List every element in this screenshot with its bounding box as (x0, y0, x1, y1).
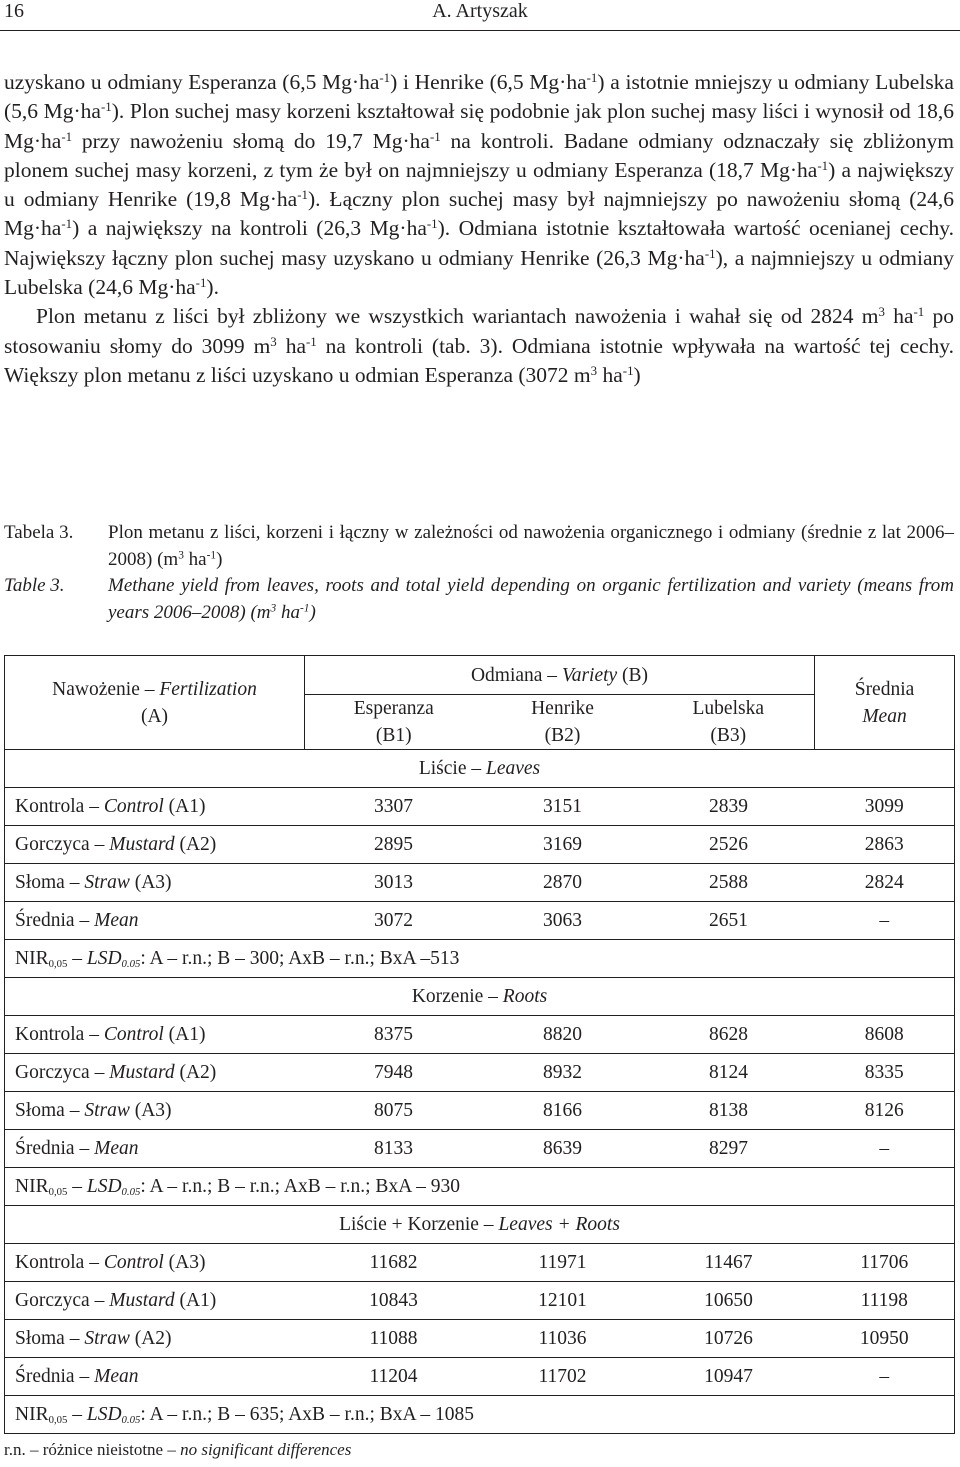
table-cell: 8639 (483, 1130, 643, 1168)
header-lubelska: Lubelska (B3) (643, 695, 815, 750)
row-label: Średnia – Mean (5, 1130, 305, 1168)
table-cell: 8124 (643, 1054, 815, 1092)
table-cell: 8335 (815, 1054, 955, 1092)
table-row (5, 1358, 955, 1396)
table-cell: 11467 (643, 1244, 815, 1282)
row-label: Kontrola – Control (A3) (5, 1244, 305, 1282)
methane-yield-table (4, 655, 955, 1434)
table-cell: 8133 (305, 1130, 483, 1168)
table-cell: 2863 (815, 826, 955, 864)
caption-polish (4, 520, 954, 573)
table-row (5, 902, 955, 940)
row-label: Słoma – Straw (A3) (5, 864, 305, 902)
table-cell: 2824 (815, 864, 955, 902)
table-row (5, 1320, 955, 1358)
table-row (5, 826, 955, 864)
table-cell: 3307 (305, 788, 483, 826)
lsd-row (5, 940, 955, 978)
header-variety: Odmiana – Variety (B) (305, 656, 815, 695)
caption-label-pl: Tabela 3. (4, 522, 74, 543)
table-row (5, 1092, 955, 1130)
section-title: Liście + Korzenie – Leaves + Roots (5, 1206, 955, 1244)
table-cell: 2526 (643, 826, 815, 864)
table-cell: 7948 (305, 1054, 483, 1092)
lsd-row (5, 1168, 955, 1206)
header-esperanza: Esperanza (B1) (305, 695, 483, 750)
table-row (5, 1130, 955, 1168)
caption-english (4, 573, 954, 626)
lsd-row (5, 1396, 955, 1434)
row-label: Średnia – Mean (5, 902, 305, 940)
table-caption (4, 520, 954, 626)
caption-text-en: Methane yield from leaves, roots and total yield depending on organic fertilization and variety (means from years 2006–2008) ($m^3$ $ha^{-1}$) (108, 575, 954, 623)
table-cell: 2839 (643, 788, 815, 826)
table-cell: 8932 (483, 1054, 643, 1092)
table-cell: 2870 (483, 864, 643, 902)
header-fertilization: Nawożenie – Fertilization (A) (5, 656, 305, 750)
table-cell: 11971 (483, 1244, 643, 1282)
section-title: Liście – Leaves (5, 750, 955, 788)
table-cell: 3151 (483, 788, 643, 826)
table-cell: 10650 (643, 1282, 815, 1320)
table-cell: 3099 (815, 788, 955, 826)
table-cell: 11088 (305, 1320, 483, 1358)
table-cell: 8608 (815, 1016, 955, 1054)
row-label: Kontrola – Control (A1) (5, 788, 305, 826)
lsd-text: $NIR_{0,05} - LSD_{0.05}$: A – r.n.; B – 635; AxB – r.n.; BxA – 1085 (5, 1396, 955, 1434)
table-cell: – (815, 902, 955, 940)
table-cell: 8628 (643, 1016, 815, 1054)
table-cell: 8297 (643, 1130, 815, 1168)
row-label: Gorczyca – Mustard (A1) (5, 1282, 305, 1320)
table-cell: 8126 (815, 1092, 955, 1130)
row-label: Gorczyca – Mustard (A2) (5, 826, 305, 864)
section-title-row (5, 1206, 955, 1244)
table-row (5, 788, 955, 826)
table-cell: 10947 (643, 1358, 815, 1396)
table-cell: 10726 (643, 1320, 815, 1358)
table-cell: 3169 (483, 826, 643, 864)
table-cell: – (815, 1130, 955, 1168)
table-cell: 3072 (305, 902, 483, 940)
table-row (5, 1054, 955, 1092)
lsd-text: $NIR_{0,05} - LSD_{0.05}$: A – r.n.; B – 300; AxB – r.n.; BxA –513 (5, 940, 955, 978)
table-cell: 12101 (483, 1282, 643, 1320)
header-mean: Średnia Mean (815, 656, 955, 750)
table-cell: 11204 (305, 1358, 483, 1396)
table-cell: 11036 (483, 1320, 643, 1358)
row-label: Kontrola – Control (A1) (5, 1016, 305, 1054)
table-cell: 10843 (305, 1282, 483, 1320)
table-cell: 11702 (483, 1358, 643, 1396)
table-cell: 8820 (483, 1016, 643, 1054)
paragraph-2: Plon metanu z liści był zbliżony we wszystkich wariantach nawożenia i wahał się od 2824 $m^3$ $ha^{-1}$ po stosowaniu słomy do 3099 $m^3$ $ha^{-1}$ na kontroli (tab. 3). Odmiana istotnie wpływała na wartość tej cechy. Większy plon metanu z liści uzyskano u odmian Esperanza (3072 $m^3$ $ha^{-1}$) (4, 304, 955, 387)
section-title-row (5, 750, 955, 788)
table-cell: 8075 (305, 1092, 483, 1130)
caption-text-pl: Plon metanu z liści, korzeni i łączny w zależności od nawożenia organicznego i odmiany (średnie z lat 2006–2008) ($m^3$ $ha^{-1}$) (108, 522, 954, 570)
running-head-author: A. Artyszak (432, 0, 528, 22)
table-cell: – (815, 1358, 955, 1396)
row-label: Słoma – Straw (A2) (5, 1320, 305, 1358)
table-cell: 11682 (305, 1244, 483, 1282)
table-header-row-1 (5, 656, 955, 695)
row-label: Gorczyca – Mustard (A2) (5, 1054, 305, 1092)
body-text (4, 68, 954, 390)
table-row (5, 1016, 955, 1054)
table-cell: 11706 (815, 1244, 955, 1282)
table-row (5, 864, 955, 902)
table-cell: 8166 (483, 1092, 643, 1130)
footnote: r.n. – różnice nieistotne – no significant differences (4, 1440, 352, 1459)
row-label: Słoma – Straw (A3) (5, 1092, 305, 1130)
row-label: Średnia – Mean (5, 1358, 305, 1396)
table-cell: 8375 (305, 1016, 483, 1054)
table-cell: 2895 (305, 826, 483, 864)
section-title: Korzenie – Roots (5, 978, 955, 1016)
table-cell: 3063 (483, 902, 643, 940)
table-cell: 8138 (643, 1092, 815, 1130)
table-cell: 10950 (815, 1320, 955, 1358)
table-cell: 2588 (643, 864, 815, 902)
page-header (0, 0, 960, 31)
lsd-text: $NIR_{0,05} - LSD_{0.05}$: A – r.n.; B – r.n.; AxB – r.n.; BxA – 930 (5, 1168, 955, 1206)
page-number: 16 (4, 0, 24, 22)
table-row (5, 1244, 955, 1282)
header-henrike: Henrike (B2) (531, 698, 594, 746)
table-row (5, 1282, 955, 1320)
table-cell: 3013 (305, 864, 483, 902)
caption-label-en: Table 3. (4, 575, 65, 596)
table-cell: 2651 (643, 902, 815, 940)
section-title-row (5, 978, 955, 1016)
paragraph-1: uzyskano u odmiany Esperanza (6,5 $Mg\cdot ha^{-1}$) i Henrike (6,5 $Mg\cdot ha^{-1}$) a istotnie mniejszy u odmiany Lubelska (5,6 $Mg\cdot ha^{-1}$). Plon suchej masy korzeni kształtował się podobnie jak plon suchej masy liści i wynosił od 18,6 $Mg\cdot ha^{-1}$ przy nawożeniu słomą do 19,7 $Mg\cdot ha^{-1}$ na kontroli. Badane odmiany odznaczały się zbliżonym plonem suchej masy korzeni, z tym że był on najmniejszy u odmiany Esperanza (18,7 $Mg\cdot ha^{-1}$) a największy u odmiany Henrike (19,8 $Mg\cdot ha^{-1}$). Łączny plon suchej masy był najmniejszy po nawożeniu słomą (24,6 $Mg\cdot ha^{-1}$) a największy na kontroli (26,3 $Mg\cdot ha^{-1}$). Odmiana istotnie kształtowała wartość ocenianej cechy. Największy łączny plon suchej masy uzyskano u odmiany Henrike (26,3 $Mg\cdot ha^{-1}$), a najmniejszy u odmiany Lubelska (24,6 $Mg\cdot ha^{-1}$). (4, 70, 955, 300)
table-cell: 11198 (815, 1282, 955, 1320)
